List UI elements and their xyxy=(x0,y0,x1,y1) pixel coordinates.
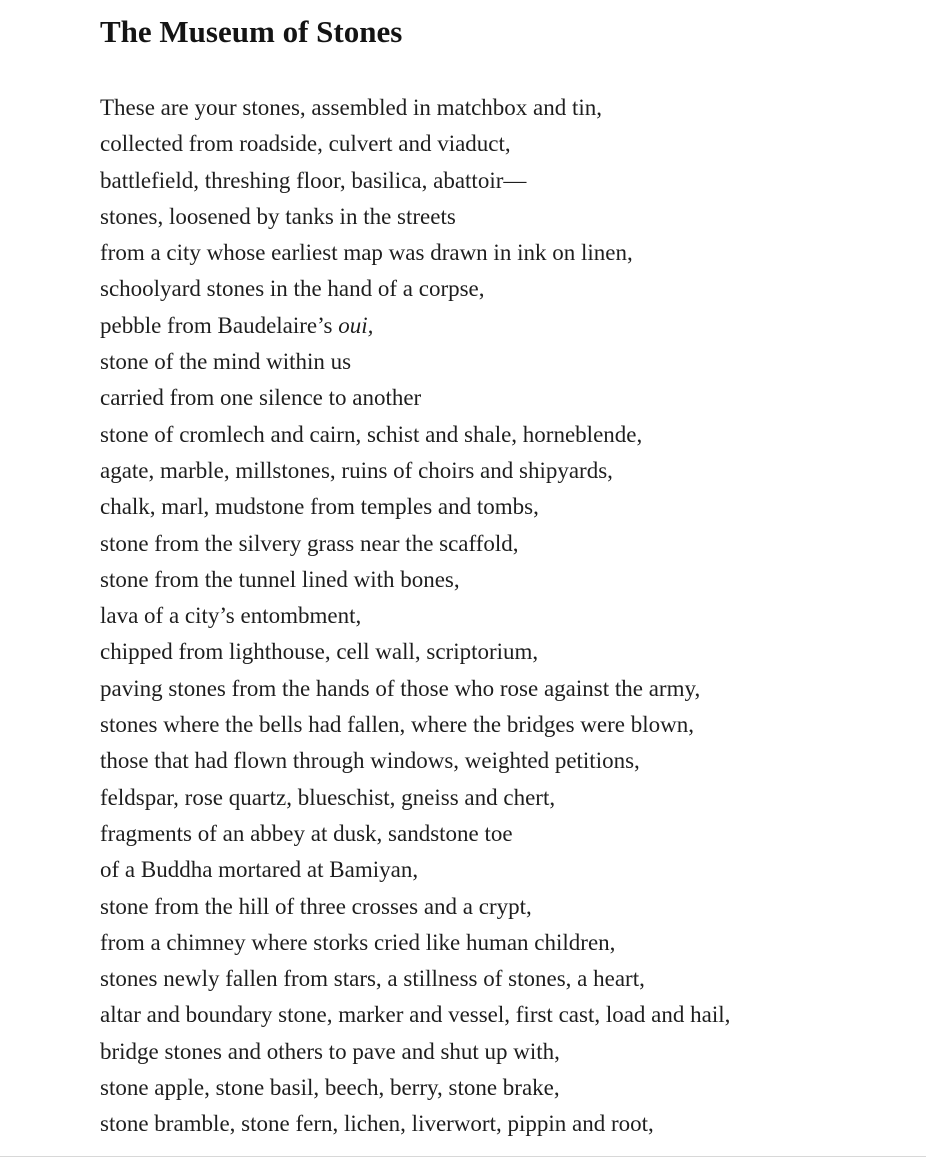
poem-line: lava of a city’s entombment, xyxy=(100,603,362,629)
poem-line: stone from the silvery grass near the scaffold, xyxy=(100,530,519,556)
poem-line: battlefield, threshing floor, basilica, abattoir— xyxy=(100,167,527,193)
poem-line-text: pebble from Baudelaire’s xyxy=(100,312,339,338)
poem-line: altar and boundary stone, marker and vessel, first cast, load and hail, xyxy=(100,1002,731,1028)
poem-line: bridge stones and others to pave and shut up with, xyxy=(100,1038,560,1064)
poem-line: stone apple, stone basil, beech, berry, stone brake, xyxy=(100,1075,560,1101)
poem-line: stone from the tunnel lined with bones, xyxy=(100,566,460,592)
poem-line: those that had flown through windows, weighted petitions, xyxy=(100,748,640,774)
poem-line: stone bramble, stone fern, lichen, liverwort, pippin and root, xyxy=(100,1111,654,1137)
poem-line: stones newly fallen from stars, a stillness of stones, a heart, xyxy=(100,966,645,992)
poem-line xyxy=(100,308,730,344)
poem-line: carried from one silence to another xyxy=(100,385,422,411)
poem-line: stone from the hill of three crosses and a crypt, xyxy=(100,893,532,919)
poem-body xyxy=(100,90,730,1143)
page-bottom-divider xyxy=(0,1156,926,1157)
poem-line: stones where the bells had fallen, where the bridges were blown, xyxy=(100,712,694,738)
poem-line: fragments of an abbey at dusk, sandstone toe xyxy=(100,820,513,846)
poem-line: stones, loosened by tanks in the streets xyxy=(100,203,456,229)
poem-line: chalk, marl, mudstone from temples and tombs, xyxy=(100,494,539,520)
poem-line: from a chimney where storks cried like human children, xyxy=(100,929,616,955)
poem-line: of a Buddha mortared at Bamiyan, xyxy=(100,857,419,883)
poem-line: agate, marble, millstones, ruins of choirs and shipyards, xyxy=(100,457,613,483)
poem-line: stone of cromlech and cairn, schist and shale, horneblende, xyxy=(100,421,643,447)
poem-line: feldspar, rose quartz, blueschist, gneiss and chert, xyxy=(100,784,556,810)
poem-line: chipped from lighthouse, cell wall, scriptorium, xyxy=(100,639,539,665)
poem-line: stone of the mind within us xyxy=(100,349,352,375)
poem-line: collected from roadside, culvert and viaduct, xyxy=(100,131,511,157)
poem-line-italic-text: oui, xyxy=(338,312,374,338)
poem-line: from a city whose earliest map was drawn in ink on linen, xyxy=(100,240,633,266)
poem-title: The Museum of Stones xyxy=(100,14,403,49)
poem-line: These are your stones, assembled in matchbox and tin, xyxy=(100,95,603,120)
poem-line: schoolyard stones in the hand of a corpse, xyxy=(100,276,485,302)
poem-line: paving stones from the hands of those who rose against the army, xyxy=(100,675,701,701)
